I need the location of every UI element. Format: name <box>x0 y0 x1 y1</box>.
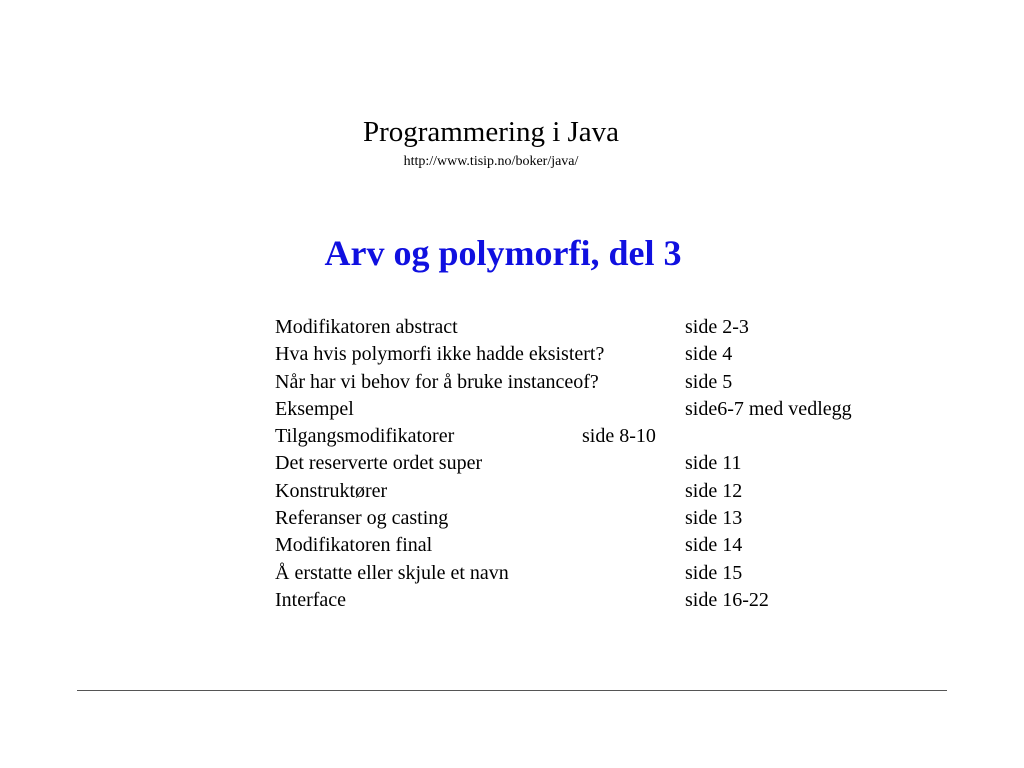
toc-row <box>275 560 895 587</box>
toc-row <box>275 587 895 614</box>
toc-page: side 16-22 <box>685 588 769 611</box>
lecture-title: Arv og polymorfi, del 3 <box>324 233 682 273</box>
toc-row <box>275 314 895 341</box>
toc-row <box>275 450 895 477</box>
toc-page: side 12 <box>685 479 743 502</box>
toc-page: side 14 <box>685 534 743 557</box>
toc-page: side 13 <box>685 507 743 530</box>
footer-divider <box>77 690 947 691</box>
toc-page: side 15 <box>685 561 743 584</box>
toc-page: side 5 <box>685 370 733 393</box>
toc-row <box>275 505 895 532</box>
toc-topic: Å erstatte eller skjule et navn <box>275 561 509 584</box>
toc-row <box>275 423 895 450</box>
toc-row <box>275 532 895 559</box>
toc-page: side 4 <box>685 343 733 366</box>
toc-topic: Eksempel <box>275 397 354 420</box>
toc-page: side6-7 med vedlegg <box>685 397 852 420</box>
toc-topic: Konstruktører <box>275 479 388 502</box>
course-url: http://www.tisip.no/boker/java/ <box>403 154 579 169</box>
toc-page: side 8-10 <box>582 425 656 448</box>
toc-row <box>275 369 895 396</box>
toc-topic: Modifikatoren abstract <box>275 316 458 338</box>
toc-topic: Når har vi behov for å bruke instanceof? <box>275 370 599 393</box>
toc-row <box>275 341 895 368</box>
toc-row <box>275 478 895 505</box>
toc-topic: Det reserverte ordet super <box>275 452 483 475</box>
toc-page: side 11 <box>685 452 742 475</box>
toc-topic: Referanser og casting <box>275 507 449 530</box>
toc-page: side 2-3 <box>685 316 749 338</box>
toc-topic: Modifikatoren final <box>275 534 433 557</box>
toc-topic: Tilgangsmodifikatorer <box>275 425 455 448</box>
table-of-contents <box>275 314 895 614</box>
toc-topic: Interface <box>275 588 347 611</box>
toc-topic: Hva hvis polymorfi ikke hadde eksistert? <box>275 343 605 366</box>
toc-row <box>275 396 895 423</box>
course-title: Programmering i Java <box>362 116 620 148</box>
